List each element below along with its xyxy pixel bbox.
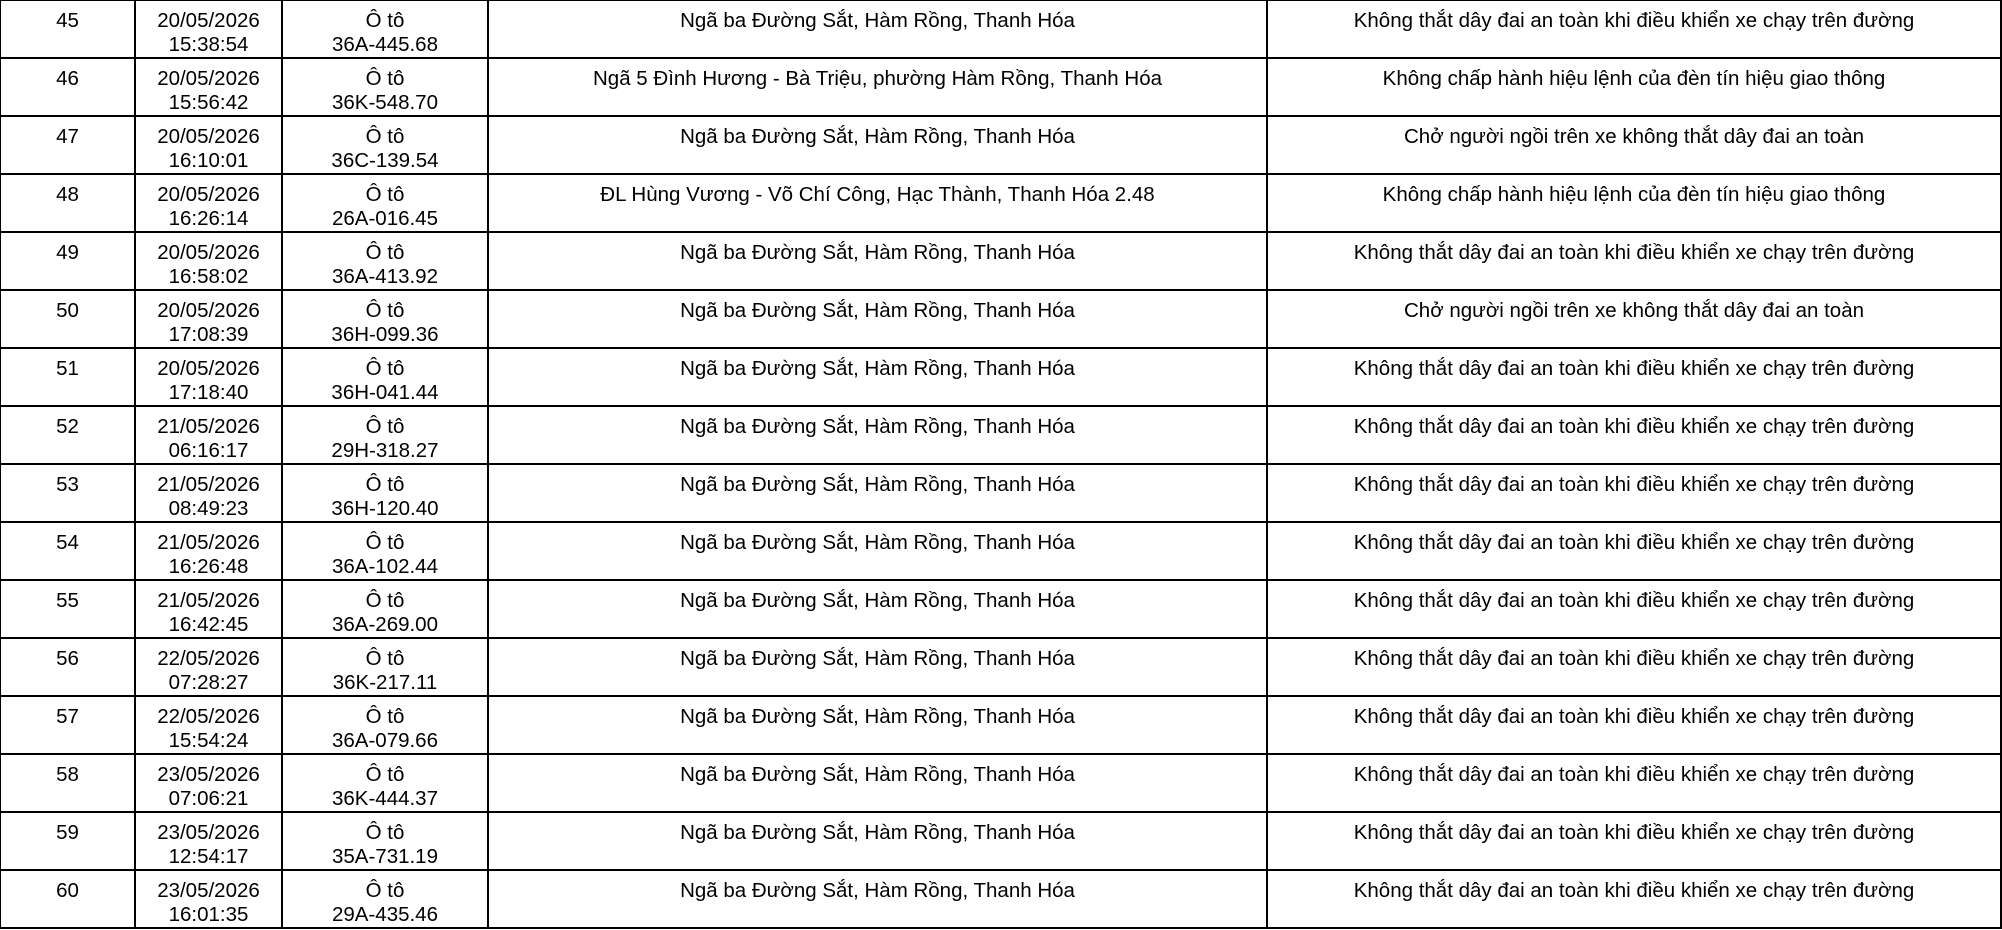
violation-description: Không thắt dây đai an toàn khi điều khiển xe chạy trên đường [1353,473,1915,496]
violation-location: Ngã ba Đường Sắt, Hàm Rồng, Thanh Hóa [680,415,1075,438]
cell-number [0,522,135,580]
cell-datetime [135,638,282,696]
cell-location [488,696,1267,754]
cell-violation [1267,812,2001,870]
violation-location: Ngã ba Đường Sắt, Hàm Rồng, Thanh Hóa [680,589,1075,612]
violation-time: 15:54:24 [168,729,249,752]
violation-location: Ngã ba Đường Sắt, Hàm Rồng, Thanh Hóa [680,125,1075,148]
cell-location [488,290,1267,348]
table-row [0,348,2001,406]
vehicle-type: Ô tô [365,879,405,902]
cell-datetime [135,754,282,812]
cell-vehicle [282,406,488,464]
violation-date: 21/05/2026 [157,589,260,612]
violation-date: 20/05/2026 [157,183,260,206]
cell-violation [1267,0,2001,58]
cell-violation [1267,232,2001,290]
cell-vehicle [282,232,488,290]
violation-time: 16:10:01 [168,149,249,172]
violation-date: 21/05/2026 [157,473,260,496]
cell-number [0,464,135,522]
cell-number [0,406,135,464]
violation-location: Ngã ba Đường Sắt, Hàm Rồng, Thanh Hóa [680,357,1075,380]
violation-date: 21/05/2026 [157,415,260,438]
cell-datetime [135,870,282,928]
violation-location: Ngã ba Đường Sắt, Hàm Rồng, Thanh Hóa [680,879,1075,902]
cell-vehicle [282,522,488,580]
cell-location [488,754,1267,812]
table-row [0,406,2001,464]
cell-location [488,522,1267,580]
cell-datetime [135,464,282,522]
cell-location [488,232,1267,290]
violation-description: Không thắt dây đai an toàn khi điều khiển xe chạy trên đường [1353,415,1915,438]
license-plate: 36H-099.36 [331,323,439,346]
table-row [0,754,2001,812]
row-number: 47 [56,125,79,148]
vehicle-type: Ô tô [365,9,405,32]
violation-description: Không thắt dây đai an toàn khi điều khiển xe chạy trên đường [1353,763,1915,786]
violation-date: 21/05/2026 [157,531,260,554]
vehicle-type: Ô tô [365,531,405,554]
vehicle-type: Ô tô [365,299,405,322]
violation-date: 20/05/2026 [157,67,260,90]
violation-date: 22/05/2026 [157,647,260,670]
cell-vehicle [282,58,488,116]
violation-location: Ngã ba Đường Sắt, Hàm Rồng, Thanh Hóa [680,299,1075,322]
row-number: 45 [56,9,79,32]
cell-violation [1267,696,2001,754]
license-plate: 36A-413.92 [331,265,438,288]
violation-time: 15:38:54 [168,33,249,56]
cell-number [0,290,135,348]
violation-description: Không thắt dây đai an toàn khi điều khiển xe chạy trên đường [1353,589,1915,612]
cell-vehicle [282,348,488,406]
license-plate: 29A-435.46 [331,903,438,926]
row-number: 54 [56,531,79,554]
cell-location [488,174,1267,232]
cell-datetime [135,58,282,116]
license-plate: 36A-079.66 [331,729,438,752]
cell-number [0,812,135,870]
violation-time: 16:42:45 [168,613,249,636]
cell-number [0,696,135,754]
license-plate: 36C-139.54 [331,149,439,172]
table-row [0,232,2001,290]
vehicle-type: Ô tô [365,763,405,786]
violation-date: 23/05/2026 [157,879,260,902]
cell-location [488,812,1267,870]
violation-description: Chở người ngồi trên xe không thắt dây đai an toàn [1403,299,1865,322]
table-row [0,174,2001,232]
cell-violation [1267,174,2001,232]
row-number: 58 [56,763,79,786]
vehicle-type: Ô tô [365,473,405,496]
row-number: 46 [56,67,79,90]
violation-date: 20/05/2026 [157,241,260,264]
violation-description: Không chấp hành hiệu lệnh của đèn tín hiệu giao thông [1382,67,1886,90]
violation-description: Chở người ngồi trên xe không thắt dây đai an toàn [1403,125,1865,148]
cell-number [0,870,135,928]
violation-location: Ngã ba Đường Sắt, Hàm Rồng, Thanh Hóa [680,763,1075,786]
cell-number [0,638,135,696]
cell-datetime [135,812,282,870]
vehicle-type: Ô tô [365,821,405,844]
violation-time: 16:26:48 [168,555,249,578]
cell-violation [1267,580,2001,638]
violation-time: 12:54:17 [168,845,249,868]
cell-violation [1267,464,2001,522]
table-row [0,290,2001,348]
cell-violation [1267,638,2001,696]
cell-number [0,174,135,232]
row-number: 60 [56,879,79,902]
cell-vehicle [282,870,488,928]
violation-time: 17:18:40 [168,381,249,404]
table-row [0,812,2001,870]
vehicle-type: Ô tô [365,589,405,612]
row-number: 59 [56,821,79,844]
violation-description: Không thắt dây đai an toàn khi điều khiển xe chạy trên đường [1353,705,1915,728]
cell-violation [1267,116,2001,174]
row-number: 50 [56,299,79,322]
vehicle-type: Ô tô [365,67,405,90]
cell-vehicle [282,0,488,58]
cell-datetime [135,116,282,174]
violation-location: Ngã ba Đường Sắt, Hàm Rồng, Thanh Hóa [680,241,1075,264]
violation-location: Ngã ba Đường Sắt, Hàm Rồng, Thanh Hóa [680,821,1075,844]
cell-vehicle [282,754,488,812]
violation-date: 20/05/2026 [157,9,260,32]
cell-vehicle [282,812,488,870]
cell-datetime [135,290,282,348]
cell-vehicle [282,116,488,174]
violation-location: Ngã 5 Đình Hương - Bà Triệu, phường Hàm Rồng, Thanh Hóa [592,67,1163,90]
vehicle-type: Ô tô [365,183,405,206]
license-plate: 35A-731.19 [331,845,438,868]
table-row [0,638,2001,696]
cell-location [488,406,1267,464]
cell-vehicle [282,174,488,232]
cell-datetime [135,0,282,58]
violation-time: 17:08:39 [168,323,249,346]
row-number: 53 [56,473,79,496]
cell-location [488,0,1267,58]
license-plate: 26A-016.45 [331,207,438,230]
cell-datetime [135,406,282,464]
violation-time: 07:28:27 [168,671,249,694]
cell-datetime [135,348,282,406]
violation-time: 16:26:14 [168,207,249,230]
cell-location [488,870,1267,928]
table-row [0,522,2001,580]
table-row [0,870,2001,928]
cell-violation [1267,348,2001,406]
cell-number [0,754,135,812]
cell-vehicle [282,638,488,696]
cell-violation [1267,522,2001,580]
violation-description: Không thắt dây đai an toàn khi điều khiển xe chạy trên đường [1353,531,1915,554]
violation-location: ĐL Hùng Vương - Võ Chí Công, Hạc Thành, Thanh Hóa 2.48 [600,183,1155,206]
cell-number [0,0,135,58]
cell-datetime [135,522,282,580]
table-row [0,116,2001,174]
cell-vehicle [282,464,488,522]
violation-time: 07:06:21 [168,787,249,810]
violation-date: 20/05/2026 [157,125,260,148]
violation-description: Không thắt dây đai an toàn khi điều khiển xe chạy trên đường [1353,821,1915,844]
violation-description: Không thắt dây đai an toàn khi điều khiển xe chạy trên đường [1353,647,1915,670]
license-plate: 36A-102.44 [331,555,438,578]
table-row [0,580,2001,638]
violation-date: 20/05/2026 [157,357,260,380]
cell-violation [1267,58,2001,116]
cell-violation [1267,754,2001,812]
violation-time: 16:01:35 [168,903,249,926]
vehicle-type: Ô tô [365,357,405,380]
vehicle-type: Ô tô [365,705,405,728]
license-plate: 36K-217.11 [332,671,438,694]
cell-datetime [135,174,282,232]
license-plate: 29H-318.27 [331,439,439,462]
table-row [0,464,2001,522]
cell-location [488,638,1267,696]
cell-vehicle [282,580,488,638]
license-plate: 36H-120.40 [331,497,439,520]
violation-description: Không thắt dây đai an toàn khi điều khiển xe chạy trên đường [1353,241,1915,264]
row-number: 55 [56,589,79,612]
vehicle-type: Ô tô [365,647,405,670]
violation-date: 20/05/2026 [157,299,260,322]
cell-violation [1267,290,2001,348]
violation-location: Ngã ba Đường Sắt, Hàm Rồng, Thanh Hóa [680,473,1075,496]
cell-vehicle [282,290,488,348]
cell-number [0,116,135,174]
violation-time: 08:49:23 [168,497,249,520]
cell-number [0,348,135,406]
row-number: 57 [56,705,79,728]
cell-datetime [135,696,282,754]
cell-datetime [135,580,282,638]
violation-time: 15:56:42 [168,91,249,114]
cell-violation [1267,870,2001,928]
table-row [0,58,2001,116]
table-row [0,696,2001,754]
license-plate: 36K-548.70 [331,91,438,114]
violation-description: Không chấp hành hiệu lệnh của đèn tín hiệu giao thông [1382,183,1886,206]
row-number: 52 [56,415,79,438]
violation-description: Không thắt dây đai an toàn khi điều khiển xe chạy trên đường [1353,9,1915,32]
cell-violation [1267,406,2001,464]
cell-datetime [135,232,282,290]
violation-description: Không thắt dây đai an toàn khi điều khiển xe chạy trên đường [1353,357,1915,380]
violation-date: 22/05/2026 [157,705,260,728]
violation-time: 16:58:02 [168,265,249,288]
license-plate: 36H-041.44 [331,381,439,404]
cell-location [488,580,1267,638]
cell-number [0,580,135,638]
violation-description: Không thắt dây đai an toàn khi điều khiển xe chạy trên đường [1353,879,1915,902]
violation-location: Ngã ba Đường Sắt, Hàm Rồng, Thanh Hóa [680,531,1075,554]
cell-location [488,116,1267,174]
violation-location: Ngã ba Đường Sắt, Hàm Rồng, Thanh Hóa [680,647,1075,670]
cell-location [488,58,1267,116]
row-number: 51 [56,357,79,380]
violation-location: Ngã ba Đường Sắt, Hàm Rồng, Thanh Hóa [680,9,1075,32]
license-plate: 36A-445.68 [331,33,438,56]
vehicle-type: Ô tô [365,125,405,148]
row-number: 48 [56,183,79,206]
violation-date: 23/05/2026 [157,821,260,844]
table-row [0,0,2001,58]
row-number: 49 [56,241,79,264]
violation-time: 06:16:17 [168,439,249,462]
vehicle-type: Ô tô [365,415,405,438]
cell-number [0,232,135,290]
license-plate: 36K-444.37 [331,787,438,810]
cell-location [488,348,1267,406]
violation-location: Ngã ba Đường Sắt, Hàm Rồng, Thanh Hóa [680,705,1075,728]
license-plate: 36A-269.00 [331,613,438,636]
vehicle-type: Ô tô [365,241,405,264]
cell-location [488,464,1267,522]
row-number: 56 [56,647,79,670]
cell-vehicle [282,696,488,754]
cell-number [0,58,135,116]
violation-date: 23/05/2026 [157,763,260,786]
